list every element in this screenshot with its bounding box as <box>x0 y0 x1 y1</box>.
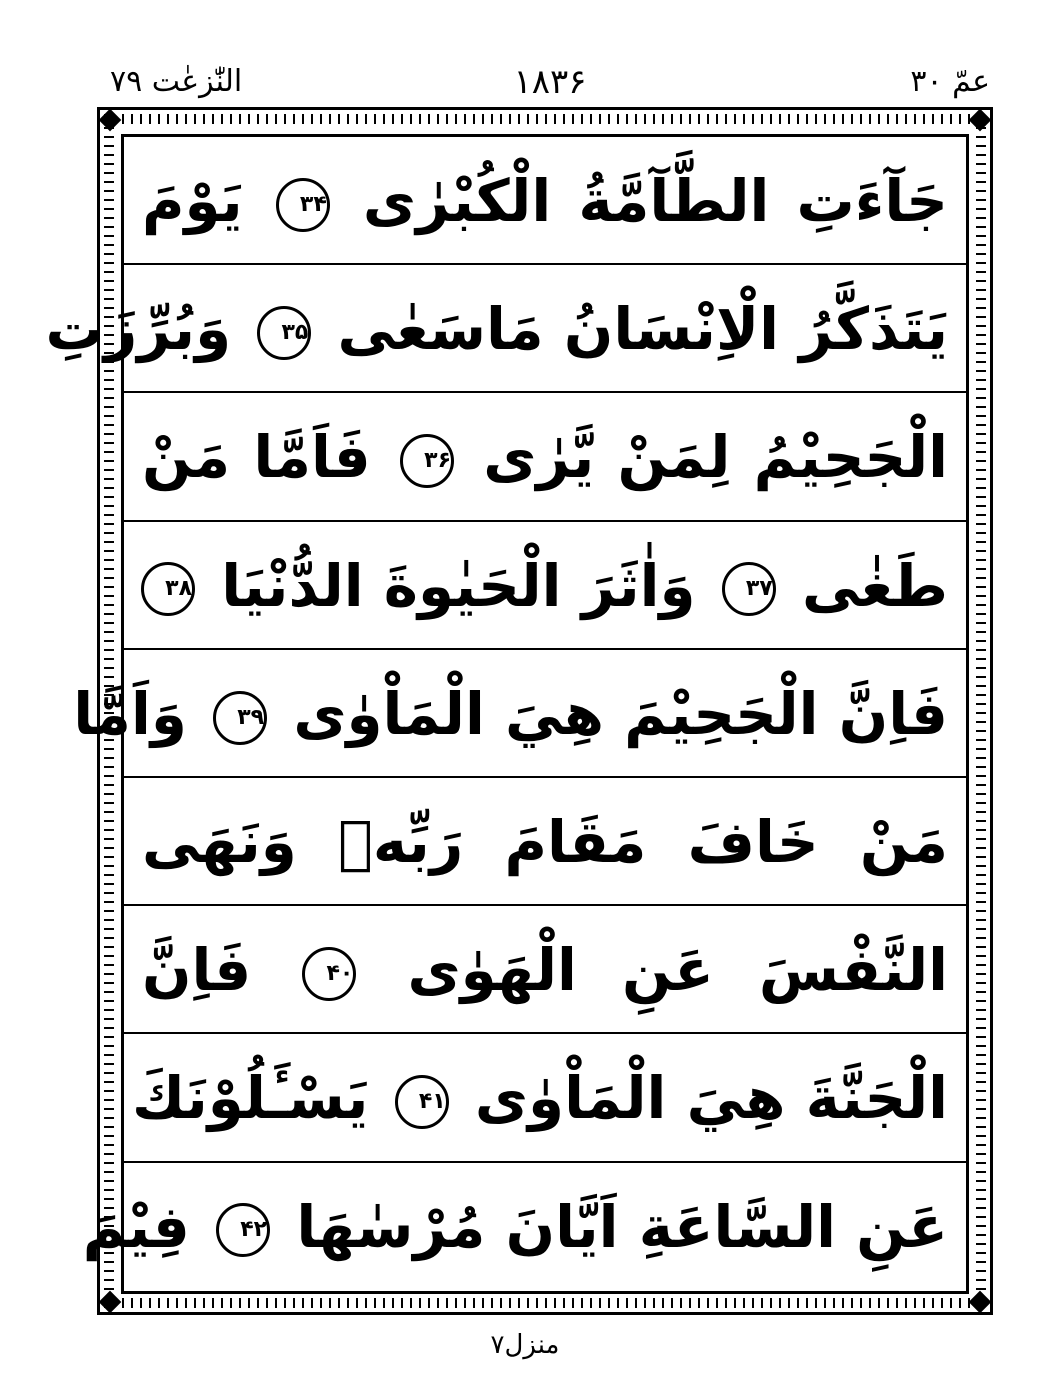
verse-text: عَنِ السَّاعَةِ اَيَّانَ مُرْسٰهَا <box>296 1192 948 1261</box>
page-header <box>110 62 990 102</box>
verse-text: فِيْمَ <box>82 1192 190 1261</box>
verse-text: فَاِنَّ الْجَحِيْمَ هِيَ الْمَاْوٰى <box>293 679 948 748</box>
verse-text: وَبُرِّزَتِ <box>45 295 232 364</box>
verse-text: الْجَحِيْمُ لِمَنْ يَّرٰى <box>483 423 948 492</box>
verse-text: الْجَنَّةَ هِيَ الْمَاْوٰى <box>474 1064 948 1133</box>
verse-text: النَّفْسَ عَنِ الْهَوٰى <box>407 936 948 1005</box>
page-number: ۱۸۳۶ <box>513 62 587 102</box>
manzil-footer: منزل۷ <box>490 1330 560 1360</box>
verse-text: فَاَمَّا مَنْ <box>142 423 371 492</box>
text-line <box>73 650 966 778</box>
text-line <box>124 522 966 650</box>
ayah-number-marker: ۴۰ <box>302 947 356 1001</box>
text-line <box>124 906 966 1034</box>
verse-text: فَاِنَّ <box>142 936 252 1005</box>
text-line <box>124 137 966 265</box>
text-line <box>124 1034 966 1162</box>
verse-text: يَوْمَ <box>142 167 243 235</box>
verse-text: يَسْـَٔلُوْنَكَ <box>132 1064 369 1133</box>
text-line <box>82 1163 966 1291</box>
text-line <box>124 393 966 521</box>
ayah-number-marker: ۳۶ <box>400 434 454 488</box>
quran-text-block <box>45 137 966 1291</box>
text-line <box>124 778 966 906</box>
verse-text: طَغٰى <box>801 551 948 620</box>
ayah-number-marker: ۴۱ <box>395 1075 449 1129</box>
verse-text: يَتَذَكَّرُ الْاِنْسَانُ مَاسَعٰى <box>337 295 948 364</box>
verse-text: وَاَمَّا <box>73 679 187 748</box>
verse-text: مَنْ خَافَ مَقَامَ رَبِّهٖ وَنَهَى <box>142 807 948 876</box>
verse-text: جَآءَتِ الطَّآمَّةُ الْكُبْرٰى <box>362 167 948 235</box>
verse-text: وَاٰثَرَ الْحَيٰوةَ الدُّنْيَا <box>221 551 696 620</box>
ayah-number-marker: ۳۹ <box>213 691 267 745</box>
ayah-number-marker: ۳۷ <box>722 562 776 616</box>
ayah-number-marker: ۳۵ <box>257 306 311 360</box>
text-line <box>45 265 966 393</box>
ayah-number-marker: ۴۲ <box>216 1203 270 1257</box>
ayah-number-marker: ۳۸ <box>141 562 195 616</box>
juz-label: عمّ ۳۰ <box>910 64 990 99</box>
surah-label: النّٰزعٰت ۷۹ <box>110 64 243 99</box>
ayah-number-marker: ۳۴ <box>276 178 330 232</box>
